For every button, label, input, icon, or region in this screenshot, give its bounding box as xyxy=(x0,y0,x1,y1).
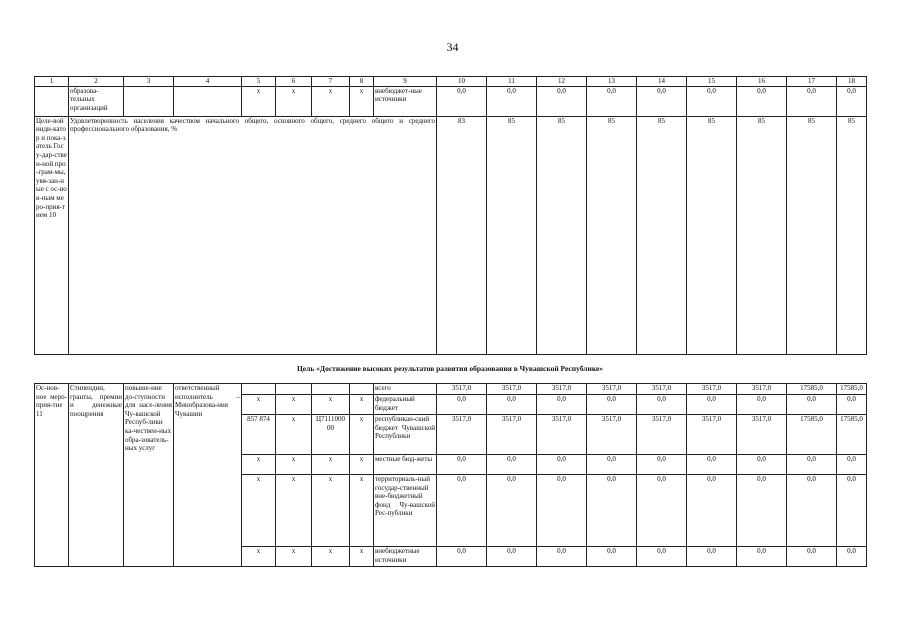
cell-value: 0,0 xyxy=(837,86,867,116)
cell-code: x xyxy=(312,547,350,567)
cell-code: x xyxy=(276,547,312,567)
cell-code: x xyxy=(350,455,374,475)
cell-value: 0,0 xyxy=(737,86,787,116)
cell-x: x xyxy=(242,86,276,116)
cell-value: 0,0 xyxy=(687,475,737,547)
cell-value: 0,0 xyxy=(737,455,787,475)
cell-x: x xyxy=(276,86,312,116)
measure-label: Ос-нов-ное меро-прия-тие 11 xyxy=(35,384,69,567)
program-table-bottom xyxy=(34,383,867,567)
column-number: 7 xyxy=(312,77,350,87)
cell-value: 3517,0 xyxy=(437,415,487,455)
cell-value: 0,0 xyxy=(487,395,537,415)
cell-value: 0,0 xyxy=(437,475,487,547)
cell-value: 17585,0 xyxy=(787,415,837,455)
table-row xyxy=(35,384,867,395)
column-number: 1 xyxy=(35,77,69,87)
cell-source: местные бюд-жеты xyxy=(374,455,437,475)
cell-value: 85 xyxy=(837,116,867,354)
cell-value: 17585,0 xyxy=(837,384,867,395)
column-number: 2 xyxy=(69,77,124,87)
cell-value: 3517,0 xyxy=(537,384,587,395)
cell-code: x xyxy=(276,475,312,547)
cell-value: 0,0 xyxy=(687,455,737,475)
cell-code: x xyxy=(276,395,312,415)
column-number: 13 xyxy=(587,77,637,87)
cell-code: x xyxy=(242,395,276,415)
cell-code: x xyxy=(312,475,350,547)
cell-code: x xyxy=(312,455,350,475)
cell-source: внебюджет-ные источники xyxy=(374,86,437,116)
cell-value: 0,0 xyxy=(787,455,837,475)
cell-code: x xyxy=(242,475,276,547)
cell-value: 85 xyxy=(537,116,587,354)
cell-value: 0,0 xyxy=(737,547,787,567)
column-number: 6 xyxy=(276,77,312,87)
cell-value: 0,0 xyxy=(587,455,637,475)
cell-value: 0,0 xyxy=(787,475,837,547)
cell-value: 3517,0 xyxy=(637,415,687,455)
table-row xyxy=(35,86,867,116)
cell-value: 0,0 xyxy=(787,547,837,567)
cell-code: x xyxy=(350,475,374,547)
cell-code: x xyxy=(350,547,374,567)
column-number: 4 xyxy=(174,77,242,87)
cell-value: 0,0 xyxy=(637,475,687,547)
cell-value: 0,0 xyxy=(437,547,487,567)
cell-value: 0,0 xyxy=(787,86,837,116)
cell-value: 0,0 xyxy=(687,395,737,415)
column-number: 16 xyxy=(737,77,787,87)
cell-value: 0,0 xyxy=(437,395,487,415)
cell-source: территориаль-ный государ-ственный вне-бюджетный фонд Чу-вашской Рес-публики xyxy=(374,475,437,547)
cell-value: 0,0 xyxy=(637,455,687,475)
cell-text: образова-тельных организаций xyxy=(69,86,124,116)
cell-value: 0,0 xyxy=(487,455,537,475)
cell-value: 3517,0 xyxy=(437,384,487,395)
cell-value: 0,0 xyxy=(837,455,867,475)
cell-value: 3517,0 xyxy=(737,415,787,455)
cell-value: 3517,0 xyxy=(737,384,787,395)
page-number: 34 xyxy=(446,40,459,54)
cell-value: 3517,0 xyxy=(687,415,737,455)
indicator-text: Удовлетворенность населения качеством начального общего, основного общего, среднего общего и среднего профессионального образования, % xyxy=(69,116,437,354)
cell-value: 17585,0 xyxy=(787,384,837,395)
column-number: 18 xyxy=(837,77,867,87)
column-number-row xyxy=(35,77,867,87)
cell-source: внебюджетные источники xyxy=(374,547,437,567)
cell-value: 0,0 xyxy=(587,395,637,415)
cell-value: 3517,0 xyxy=(587,415,637,455)
cell-value: 0,0 xyxy=(737,395,787,415)
cell-code: x xyxy=(350,395,374,415)
cell-value: 0,0 xyxy=(637,547,687,567)
cell-code xyxy=(312,384,350,395)
indicator-label: Целе-вой инди-катор и пока-затель Госу-дар-ствен-ной про-грам-мы, увя-зан-ные с ос-нов-ным меро-прия-тием 10 xyxy=(35,116,69,354)
indicator-row xyxy=(35,116,867,354)
cell-value: 85 xyxy=(687,116,737,354)
measure-name: Стипендии, гранты, премии и денежные поощрения xyxy=(69,384,124,567)
cell-code: 857 874 xyxy=(242,415,276,455)
cell-code: x xyxy=(350,415,374,455)
cell-value: 3517,0 xyxy=(487,384,537,395)
cell-value: 0,0 xyxy=(587,475,637,547)
column-number: 9 xyxy=(374,77,437,87)
cell-value: 0,0 xyxy=(487,547,537,567)
cell-value: 83 xyxy=(437,116,487,354)
cell-code: x xyxy=(276,455,312,475)
cell-value: 0,0 xyxy=(537,86,587,116)
cell-value: 0,0 xyxy=(837,395,867,415)
cell-value: 3517,0 xyxy=(487,415,537,455)
cell-value: 3517,0 xyxy=(687,384,737,395)
program-table-top xyxy=(34,76,867,355)
cell-value: 0,0 xyxy=(437,455,487,475)
cell-code xyxy=(350,384,374,395)
cell-value: 0,0 xyxy=(437,86,487,116)
cell-code: x xyxy=(242,547,276,567)
cell-code: x xyxy=(312,395,350,415)
goal-title: Цель «Достижение высоких результатов развития образования в Чувашской Республике» xyxy=(296,364,604,373)
cell-value: 0,0 xyxy=(837,547,867,567)
column-number: 5 xyxy=(242,77,276,87)
cell-source: федеральный бюджет xyxy=(374,395,437,415)
cell-value: 85 xyxy=(487,116,537,354)
measure-goal: повыше-ние до-ступности для насе-ления Чу-вашской Респуб-лики ка-чествен-ных обра-зователь-ных услуг xyxy=(124,384,174,567)
cell-value: 0,0 xyxy=(687,86,737,116)
cell-value: 0,0 xyxy=(587,547,637,567)
cell-value: 3517,0 xyxy=(637,384,687,395)
cell-value: 0,0 xyxy=(637,86,687,116)
column-number: 8 xyxy=(350,77,374,87)
cell-code: Ц7111000 00 xyxy=(312,415,350,455)
column-number: 12 xyxy=(537,77,587,87)
cell-value: 3517,0 xyxy=(537,415,587,455)
cell-x: x xyxy=(350,86,374,116)
cell-value: 0,0 xyxy=(537,455,587,475)
column-number: 11 xyxy=(487,77,537,87)
cell-value: 0,0 xyxy=(487,86,537,116)
column-number: 10 xyxy=(437,77,487,87)
cell-value: 0,0 xyxy=(537,547,587,567)
measure-executor: ответственный исполнитель – Минобразова-ния Чувашии xyxy=(174,384,242,567)
cell-x: x xyxy=(312,86,350,116)
cell-value: 0,0 xyxy=(737,475,787,547)
cell-value: 0,0 xyxy=(787,395,837,415)
cell-value: 85 xyxy=(737,116,787,354)
cell-source: республикан-ский бюджет Чувашской Республики xyxy=(374,415,437,455)
cell-code xyxy=(242,384,276,395)
column-number: 14 xyxy=(637,77,687,87)
cell-code xyxy=(276,384,312,395)
cell-source: всего xyxy=(374,384,437,395)
cell-value: 0,0 xyxy=(587,86,637,116)
cell-value: 3517,0 xyxy=(587,384,637,395)
cell-value: 85 xyxy=(787,116,837,354)
cell-code: x xyxy=(242,455,276,475)
cell-value: 17585,0 xyxy=(837,415,867,455)
cell-value: 0,0 xyxy=(837,475,867,547)
cell-value: 0,0 xyxy=(687,547,737,567)
cell-value: 85 xyxy=(637,116,687,354)
cell-value: 0,0 xyxy=(537,395,587,415)
cell-value: 85 xyxy=(587,116,637,354)
cell-value: 0,0 xyxy=(487,475,537,547)
cell-value: 0,0 xyxy=(637,395,687,415)
column-number: 17 xyxy=(787,77,837,87)
column-number: 3 xyxy=(124,77,174,87)
cell-code: x xyxy=(276,415,312,455)
column-number: 15 xyxy=(687,77,737,87)
cell-value: 0,0 xyxy=(537,475,587,547)
